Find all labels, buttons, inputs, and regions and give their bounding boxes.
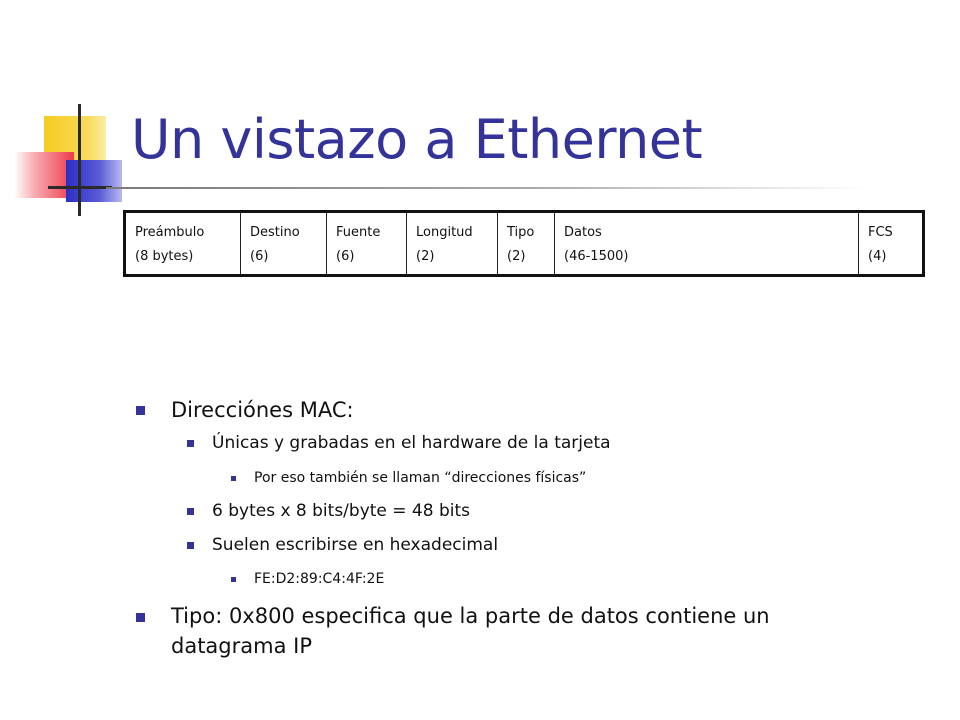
slide-title: Un vistazo a Ethernet <box>131 108 703 171</box>
frame-cell-size: (46-1500) <box>564 249 629 264</box>
bullet-mac-example: FE:D2:89:C4:4F:2E <box>254 571 385 587</box>
title-underline <box>106 187 866 189</box>
bullet-tipo-line1: Tipo: 0x800 especifica que la parte de datos contiene un <box>171 604 770 628</box>
ethernet-frame-table <box>123 210 925 277</box>
bullet-marker <box>187 542 194 549</box>
frame-cell-name: Fuente <box>336 225 381 240</box>
bullet-marker <box>136 406 145 415</box>
bullet-unique: Únicas y grabadas en el hardware de la tarjeta <box>212 433 611 453</box>
bullet-marker <box>187 508 194 515</box>
bullet-hex: Suelen escribirse en hexadecimal <box>212 535 499 555</box>
frame-cell-destination <box>241 212 327 276</box>
bullet-marker <box>136 613 145 622</box>
frame-cell-size: (6) <box>336 249 355 264</box>
bullet-bits: 6 bytes x 8 bits/byte = 48 bits <box>212 501 471 521</box>
frame-cell-size: (4) <box>868 249 887 264</box>
frame-row <box>125 212 924 276</box>
bullet-tipo-line2: datagrama IP <box>171 634 312 658</box>
bullet-marker <box>187 440 194 447</box>
decor-blue-square <box>66 160 122 202</box>
frame-cell-type <box>498 212 555 276</box>
frame-cell-size: (2) <box>416 249 435 264</box>
frame-cell-size: (6) <box>250 249 269 264</box>
decor-red-square <box>14 152 74 198</box>
frame-cell-fcs <box>859 212 924 276</box>
frame-cell-name: FCS <box>868 225 893 240</box>
frame-cell-name: Longitud <box>416 225 473 240</box>
frame-cell-data <box>555 212 859 276</box>
frame-cell-size: (8 bytes) <box>135 249 194 264</box>
frame-cell-size: (2) <box>507 249 526 264</box>
decor-horizontal-line <box>48 186 112 189</box>
frame-cell-source <box>327 212 407 276</box>
bullet-mac-addresses: Direcciónes MAC: <box>171 398 354 422</box>
frame-cell-length <box>407 212 498 276</box>
bullet-marker <box>231 577 236 582</box>
frame-cell-name: Datos <box>564 225 602 240</box>
frame-cell-name: Destino <box>250 225 300 240</box>
frame-cell-name: Tipo <box>507 225 535 240</box>
bullet-physical: Por eso también se llaman “direcciones físicas” <box>254 470 587 486</box>
bullet-marker <box>231 476 236 481</box>
frame-cell-preamble <box>125 212 241 276</box>
frame-cell-name: Preámbulo <box>135 225 205 240</box>
decor-vertical-line <box>78 104 81 216</box>
